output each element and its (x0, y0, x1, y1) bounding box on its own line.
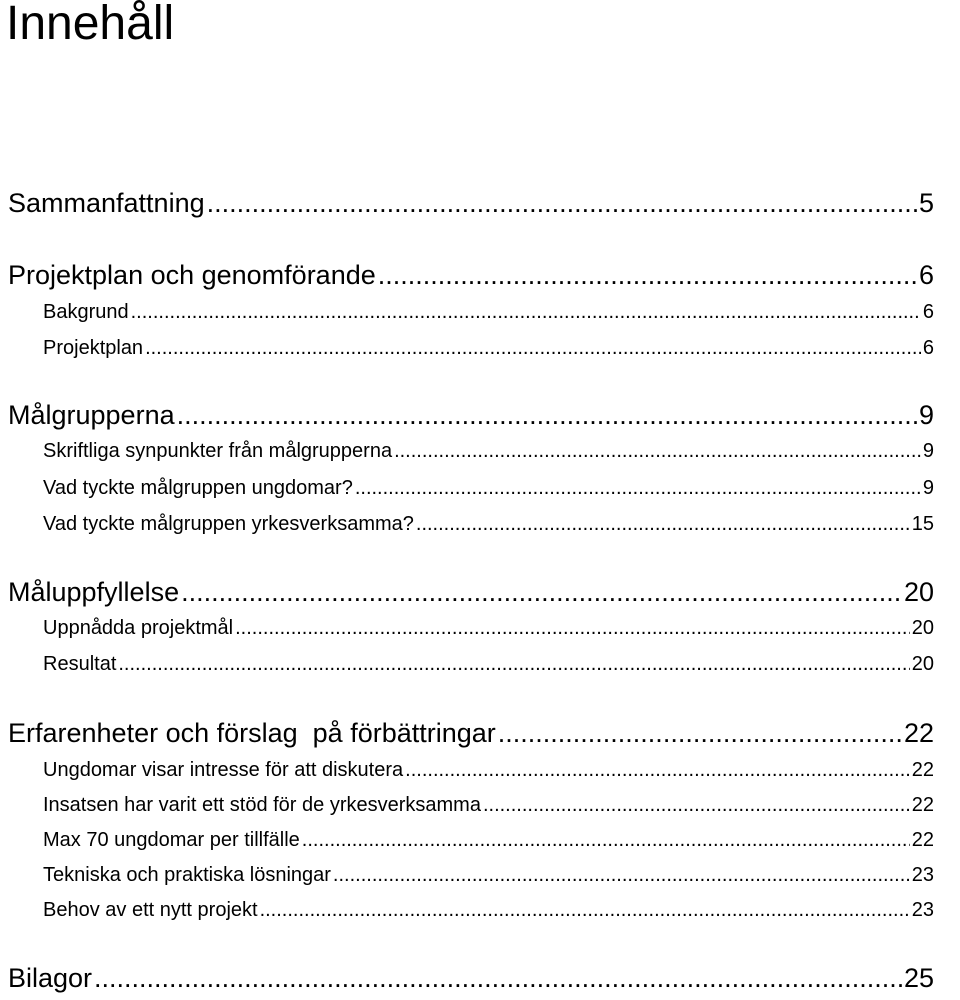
toc-entry-erfarenheter-och-forslag[interactable] (8, 716, 934, 750)
toc-page-number: 6 (922, 301, 934, 323)
toc-entry-label: Projektplan (43, 337, 144, 359)
toc-entry-label: Måluppfyllelse (8, 577, 180, 607)
toc-entry-behov-nytt-projekt[interactable] (43, 897, 934, 923)
toc-entry-sammanfattning[interactable] (8, 186, 934, 220)
toc-entry-bilagor[interactable] (8, 961, 934, 995)
toc-entry-label: Sammanfattning (8, 188, 205, 218)
dot-leader (355, 475, 921, 501)
toc-entry-label: Bilagor (8, 963, 93, 993)
toc-entry-label: Skriftliga synpunkter från målgrupperna (43, 440, 393, 462)
toc-entry-malgrupperna[interactable] (8, 398, 934, 432)
toc-entry-insatsen-stod[interactable] (43, 792, 934, 818)
dot-leader (416, 511, 910, 537)
dot-leader (94, 961, 902, 995)
toc-page-number: 9 (918, 400, 934, 430)
toc-entry-projektplan[interactable] (43, 335, 934, 361)
toc-page-number: 23 (911, 864, 934, 886)
dot-leader (302, 827, 910, 853)
toc-entry-label: Bakgrund (43, 301, 129, 323)
toc-entry-label: Insatsen har varit ett stöd för de yrkesverksamma (43, 794, 481, 816)
dot-leader (394, 438, 921, 464)
toc-entry-label: Erfarenheter och förslag på förbättringar (8, 718, 496, 748)
toc-page-number: 5 (918, 188, 934, 218)
dot-leader (131, 299, 921, 325)
dot-leader (260, 897, 910, 923)
toc-entry-label: Tekniska och praktiska lösningar (43, 864, 331, 886)
page-title: Innehåll (6, 0, 175, 50)
toc-entry-resultat[interactable] (43, 651, 934, 677)
dot-leader (207, 186, 917, 220)
dot-leader (378, 258, 917, 292)
toc-entry-max-70-ungdomar[interactable] (43, 827, 934, 853)
toc-entry-label: Ungdomar visar intresse för att diskutera (43, 759, 404, 781)
toc-entry-label: Resultat (43, 653, 117, 675)
toc-entry-label: Vad tyckte målgruppen ungdomar? (43, 477, 353, 499)
toc-page-number: 6 (918, 260, 934, 290)
toc-entry-tekniska-losningar[interactable] (43, 862, 934, 888)
toc-entry-label: Målgrupperna (8, 400, 175, 430)
dot-leader (181, 575, 902, 609)
toc-entry-label: Projektplan och genomförande (8, 260, 376, 290)
toc-entry-ungdomar-visar-intresse[interactable] (43, 757, 934, 783)
toc-entry-skriftliga-synpunkter[interactable] (43, 438, 934, 464)
toc-entry-projektplan-och-genomforande[interactable] (8, 258, 934, 292)
toc-page-number: 15 (911, 513, 934, 535)
toc-entry-uppnadda-projektmal[interactable] (43, 615, 934, 641)
dot-leader (145, 335, 921, 361)
toc-page-number: 20 (911, 617, 934, 639)
dot-leader (498, 716, 902, 750)
toc-entry-label: Vad tyckte målgruppen yrkesverksamma? (43, 513, 414, 535)
dot-leader (333, 862, 910, 888)
toc-entry-malgruppen-ungdomar[interactable] (43, 475, 934, 501)
toc-page-number: 20 (903, 577, 934, 607)
toc-page-number: 22 (911, 829, 934, 851)
toc-entry-malgruppen-yrkesverksamma[interactable] (43, 511, 934, 537)
toc-entry-label: Behov av ett nytt projekt (43, 899, 258, 921)
toc-entry-label: Uppnådda projektmål (43, 617, 234, 639)
toc-page-number: 25 (903, 963, 934, 993)
toc-page-number: 20 (911, 653, 934, 675)
dot-leader (118, 651, 909, 677)
toc-entry-bakgrund[interactable] (43, 299, 934, 325)
dot-leader (235, 615, 910, 641)
toc-page-number: 6 (922, 337, 934, 359)
toc-page-number: 22 (903, 718, 934, 748)
toc-entry-maluppfyllelse[interactable] (8, 575, 934, 609)
toc-page-number: 9 (922, 440, 934, 462)
toc-page-number: 22 (911, 759, 934, 781)
dot-leader (405, 757, 910, 783)
dot-leader (483, 792, 910, 818)
toc-page-number: 22 (911, 794, 934, 816)
toc-entry-label: Max 70 ungdomar per tillfälle (43, 829, 300, 851)
dot-leader (177, 398, 917, 432)
toc-page-number: 9 (922, 477, 934, 499)
toc-page-number: 23 (911, 899, 934, 921)
